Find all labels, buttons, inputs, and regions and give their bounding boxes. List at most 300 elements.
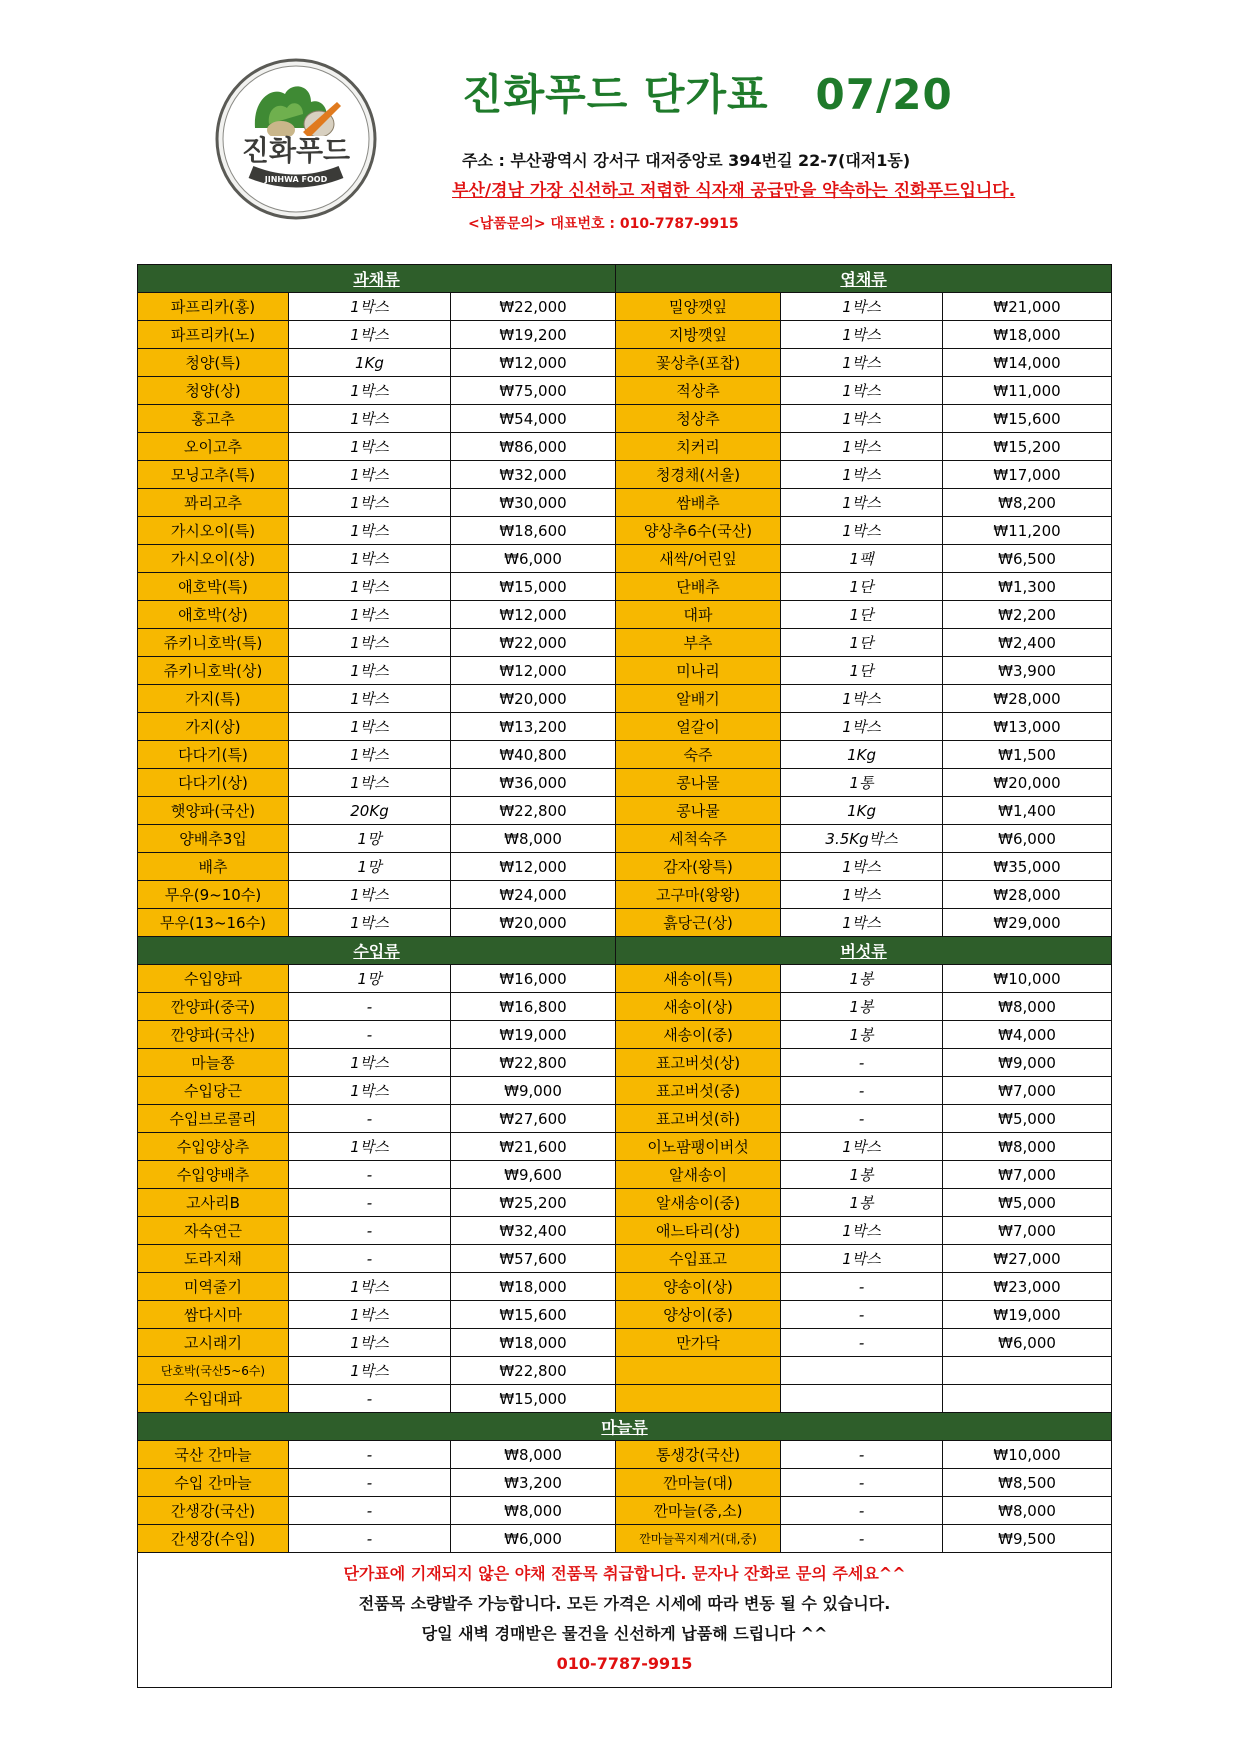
item-unit: -: [289, 1497, 451, 1525]
item-price: ₩9,000: [451, 1077, 616, 1105]
item-unit: 1박스: [781, 321, 943, 349]
table-row: [138, 349, 1112, 377]
item-unit: 1박스: [289, 629, 451, 657]
item-price: ₩27,000: [943, 1245, 1112, 1273]
item-unit: -: [781, 1049, 943, 1077]
item-name: 새싹/어린잎: [616, 545, 781, 573]
item-name: 청상추: [616, 405, 781, 433]
table-row: [138, 377, 1112, 405]
item-price: ₩8,000: [451, 1497, 616, 1525]
footer-notice: 단가표에 기재되지 않은 야채 전품목 취급합니다. 문자나 잔화로 문의 주세요^^: [343, 1564, 906, 1583]
table-row: [138, 1329, 1112, 1357]
item-unit: 1봉: [781, 965, 943, 993]
item-price: ₩86,000: [451, 433, 616, 461]
item-name: 치커리: [616, 433, 781, 461]
table-row: [138, 1049, 1112, 1077]
table-row: [138, 713, 1112, 741]
item-name: 적상추: [616, 377, 781, 405]
item-unit: 1박스: [289, 573, 451, 601]
item-unit: -: [289, 1021, 451, 1049]
item-unit: 1박스: [289, 1329, 451, 1357]
table-row: [138, 461, 1112, 489]
table-row: [138, 1469, 1112, 1497]
item-unit: 1박스: [781, 433, 943, 461]
table-row: [138, 321, 1112, 349]
item-price: ₩3,200: [451, 1469, 616, 1497]
item-name: 꽃상추(포찹): [616, 349, 781, 377]
item-name: 새송이(상): [616, 993, 781, 1021]
item-price: ₩19,000: [943, 1301, 1112, 1329]
item-name: 미역줄기: [138, 1273, 289, 1301]
item-price: ₩3,900: [943, 657, 1112, 685]
item-unit: -: [289, 1385, 451, 1413]
item-price: ₩7,000: [943, 1217, 1112, 1245]
table-row: [138, 797, 1112, 825]
company-slogan: 부산/경남 가장 신선하고 저렴한 식자재 공급만을 약속하는 진화푸드입니다.: [452, 181, 1016, 201]
order-contact: <납품문의> 대표번호 : 010-7787-9915: [468, 216, 739, 232]
table-row: [138, 1161, 1112, 1189]
footer-line-2: 전품목 소량발주 가능합니다. 모든 가격은 시세에 따라 변동 될 수 있습니다.: [358, 1594, 891, 1613]
item-unit: -: [289, 1189, 451, 1217]
item-unit: 1박스: [289, 1301, 451, 1329]
table-row: [138, 1189, 1112, 1217]
item-price: ₩13,200: [451, 713, 616, 741]
item-price: ₩17,000: [943, 461, 1112, 489]
item-unit: 1박스: [289, 1133, 451, 1161]
footer-phone: 010-7787-9915: [556, 1654, 693, 1673]
item-name: 알새송이: [616, 1161, 781, 1189]
table-row: [138, 629, 1112, 657]
table-row: [138, 1441, 1112, 1469]
item-unit: -: [289, 1105, 451, 1133]
item-name: 알배기: [616, 685, 781, 713]
item-unit: 1박스: [289, 1357, 451, 1385]
item-unit: 1Kg: [781, 797, 943, 825]
item-price: ₩7,000: [943, 1161, 1112, 1189]
item-price: ₩8,200: [943, 489, 1112, 517]
item-price: ₩40,800: [451, 741, 616, 769]
item-unit: -: [289, 1245, 451, 1273]
table-row: [138, 1105, 1112, 1133]
item-price: ₩8,500: [943, 1469, 1112, 1497]
table-row: [138, 489, 1112, 517]
item-price: ₩16,000: [451, 965, 616, 993]
item-price: ₩29,000: [943, 909, 1112, 937]
item-price: ₩14,000: [943, 349, 1112, 377]
item-name: 대파: [616, 601, 781, 629]
item-price: ₩19,200: [451, 321, 616, 349]
item-price: ₩5,000: [943, 1189, 1112, 1217]
item-name: 모닝고추(특): [138, 461, 289, 489]
item-unit: 1Kg: [289, 349, 451, 377]
item-name: 콩나물: [616, 797, 781, 825]
item-unit: 1박스: [781, 881, 943, 909]
item-price: ₩8,000: [943, 1133, 1112, 1161]
item-name: 표고버섯(중): [616, 1077, 781, 1105]
table-row: [138, 1385, 1112, 1413]
company-address: 주소 : 부산광역시 강서구 대저중앙로 394번길 22-7(대저1동): [462, 151, 911, 170]
item-unit: -: [289, 1161, 451, 1189]
item-name: 고구마(왕왕): [616, 881, 781, 909]
table-row: [138, 909, 1112, 937]
item-unit: -: [781, 1329, 943, 1357]
item-unit: -: [289, 1441, 451, 1469]
table-row: [138, 601, 1112, 629]
item-price: ₩22,000: [451, 293, 616, 321]
item-unit: 1박스: [781, 713, 943, 741]
item-name: 청경채(서울): [616, 461, 781, 489]
item-price: [943, 1385, 1112, 1413]
table-row: [138, 433, 1112, 461]
item-unit: -: [781, 1105, 943, 1133]
item-price: ₩18,000: [451, 1329, 616, 1357]
category-header-leafveg: 엽채류: [616, 265, 1112, 293]
item-name: 알새송이(중): [616, 1189, 781, 1217]
item-price: ₩1,400: [943, 797, 1112, 825]
item-price: ₩6,000: [451, 1525, 616, 1553]
item-unit: 1박스: [781, 377, 943, 405]
item-price: ₩6,000: [451, 545, 616, 573]
item-name: [616, 1385, 781, 1413]
item-unit: -: [781, 1441, 943, 1469]
item-name: 수입양파: [138, 965, 289, 993]
item-name: 양상추6수(국산): [616, 517, 781, 545]
item-name: 부추: [616, 629, 781, 657]
table-row: [138, 1273, 1112, 1301]
item-price: ₩8,000: [943, 993, 1112, 1021]
item-unit: 1박스: [781, 1133, 943, 1161]
table-row: [138, 881, 1112, 909]
item-unit: 20Kg: [289, 797, 451, 825]
table-row: [138, 405, 1112, 433]
item-unit: 1망: [289, 965, 451, 993]
table-row: [138, 1357, 1112, 1385]
item-price: ₩20,000: [943, 769, 1112, 797]
item-unit: 1박스: [781, 685, 943, 713]
item-unit: -: [781, 1469, 943, 1497]
item-unit: 1박스: [289, 1077, 451, 1105]
item-unit: 1박스: [289, 377, 451, 405]
item-price: ₩24,000: [451, 881, 616, 909]
item-name: 표고버섯(하): [616, 1105, 781, 1133]
item-price: ₩35,000: [943, 853, 1112, 881]
item-price: ₩12,000: [451, 349, 616, 377]
table-row: [138, 1301, 1112, 1329]
item-name: 가시오이(상): [138, 545, 289, 573]
item-unit: 1단: [781, 657, 943, 685]
item-price: [943, 1357, 1112, 1385]
item-price: ₩18,600: [451, 517, 616, 545]
item-unit: -: [289, 1525, 451, 1553]
item-name: 흙당근(상): [616, 909, 781, 937]
item-name: 배추: [138, 853, 289, 881]
item-unit: 1박스: [289, 1049, 451, 1077]
company-logo: [215, 58, 377, 220]
item-name: 양배추3입: [138, 825, 289, 853]
logo-subtext: JINHWA FOOD: [264, 175, 328, 184]
item-unit: 1봉: [781, 1189, 943, 1217]
item-unit: 1박스: [289, 489, 451, 517]
table-row: [138, 1245, 1112, 1273]
item-price: ₩18,000: [943, 321, 1112, 349]
item-name: 청양(특): [138, 349, 289, 377]
table-row: [138, 657, 1112, 685]
item-unit: 1단: [781, 601, 943, 629]
item-price: ₩10,000: [943, 965, 1112, 993]
item-unit: 1박스: [289, 293, 451, 321]
item-price: ₩2,400: [943, 629, 1112, 657]
table-row: [138, 1133, 1112, 1161]
item-price: ₩15,600: [451, 1301, 616, 1329]
item-name: 간생강(수입): [138, 1525, 289, 1553]
item-unit: 1박스: [781, 517, 943, 545]
table-row: [138, 1525, 1112, 1553]
item-unit: 1박스: [781, 405, 943, 433]
item-name: 수입브로콜리: [138, 1105, 289, 1133]
item-name: 파프리카(홍): [138, 293, 289, 321]
item-unit: 1박스: [289, 741, 451, 769]
item-price: ₩2,200: [943, 601, 1112, 629]
item-name: 세척숙주: [616, 825, 781, 853]
item-name: 단배추: [616, 573, 781, 601]
item-price: ₩5,000: [943, 1105, 1112, 1133]
item-unit: 1단: [781, 629, 943, 657]
item-unit: [781, 1357, 943, 1385]
table-row: [138, 825, 1112, 853]
item-name: 깐양파(국산): [138, 1021, 289, 1049]
item-price: ₩32,400: [451, 1217, 616, 1245]
item-price: ₩12,000: [451, 853, 616, 881]
item-price: ₩28,000: [943, 881, 1112, 909]
item-unit: 1팩: [781, 545, 943, 573]
item-price: ₩20,000: [451, 909, 616, 937]
item-name: 마늘쫑: [138, 1049, 289, 1077]
item-unit: 1박스: [289, 601, 451, 629]
table-row: [138, 573, 1112, 601]
item-price: ₩9,600: [451, 1161, 616, 1189]
item-unit: 1박스: [781, 1217, 943, 1245]
price-table: [137, 264, 1112, 1688]
table-row: [138, 1021, 1112, 1049]
item-unit: 1박스: [289, 713, 451, 741]
item-price: ₩57,600: [451, 1245, 616, 1273]
item-name: 단호박(국산5~6수): [138, 1357, 289, 1385]
item-price: ₩8,000: [451, 825, 616, 853]
table-row: [138, 545, 1112, 573]
item-price: ₩12,000: [451, 601, 616, 629]
item-unit: 1단: [781, 573, 943, 601]
item-price: ₩15,000: [451, 1385, 616, 1413]
item-name: 통생강(국산): [616, 1441, 781, 1469]
item-unit: 1박스: [289, 1273, 451, 1301]
item-price: ₩36,000: [451, 769, 616, 797]
item-unit: 1박스: [289, 321, 451, 349]
item-price: ₩7,000: [943, 1077, 1112, 1105]
item-name: 애호박(특): [138, 573, 289, 601]
item-price: ₩18,000: [451, 1273, 616, 1301]
item-price: ₩6,500: [943, 545, 1112, 573]
item-name: 꽈리고추: [138, 489, 289, 517]
item-name: 자숙연근: [138, 1217, 289, 1245]
item-price: ₩15,200: [943, 433, 1112, 461]
item-unit: 1박스: [289, 657, 451, 685]
item-name: 밀양깻잎: [616, 293, 781, 321]
item-price: ₩22,000: [451, 629, 616, 657]
item-name: 간생강(국산): [138, 1497, 289, 1525]
item-name: 쌈다시마: [138, 1301, 289, 1329]
item-unit: 1박스: [781, 1245, 943, 1273]
item-price: ₩1,300: [943, 573, 1112, 601]
item-unit: -: [781, 1273, 943, 1301]
item-name: 깐마늘(중,소): [616, 1497, 781, 1525]
item-name: 다다기(특): [138, 741, 289, 769]
item-name: 가지(상): [138, 713, 289, 741]
item-unit: 1박스: [781, 489, 943, 517]
item-name: 수입양상추: [138, 1133, 289, 1161]
item-price: ₩13,000: [943, 713, 1112, 741]
item-unit: 3.5Kg박스: [781, 825, 943, 853]
item-price: ₩15,600: [943, 405, 1112, 433]
category-header-mushroom: 버섯류: [616, 937, 1112, 965]
item-name: 도라지채: [138, 1245, 289, 1273]
item-unit: 1박스: [289, 433, 451, 461]
item-name: 이노팜팽이버섯: [616, 1133, 781, 1161]
item-name: 쥬키니호박(상): [138, 657, 289, 685]
item-unit: -: [781, 1301, 943, 1329]
item-price: ₩21,600: [451, 1133, 616, 1161]
table-row: [138, 293, 1112, 321]
item-price: ₩15,000: [451, 573, 616, 601]
item-price: ₩9,500: [943, 1525, 1112, 1553]
item-unit: 1박스: [781, 349, 943, 377]
item-price: ₩54,000: [451, 405, 616, 433]
item-name: 다다기(상): [138, 769, 289, 797]
item-unit: -: [289, 993, 451, 1021]
item-unit: 1봉: [781, 993, 943, 1021]
item-name: 고시래기: [138, 1329, 289, 1357]
item-price: ₩10,000: [943, 1441, 1112, 1469]
table-row: [138, 769, 1112, 797]
table-row: [138, 1217, 1112, 1245]
item-unit: 1박스: [781, 853, 943, 881]
item-name: 새송이(특): [616, 965, 781, 993]
item-price: ₩6,000: [943, 1329, 1112, 1357]
item-name: 깐마늘(대): [616, 1469, 781, 1497]
item-unit: -: [289, 1469, 451, 1497]
item-name: 깐양파(중국): [138, 993, 289, 1021]
item-price: ₩22,800: [451, 1049, 616, 1077]
item-unit: -: [781, 1077, 943, 1105]
category-header-fruitveg: 과채류: [138, 265, 616, 293]
item-price: ₩32,000: [451, 461, 616, 489]
item-name: 감자(왕특): [616, 853, 781, 881]
item-name: 만가닥: [616, 1329, 781, 1357]
item-name: 표고버섯(상): [616, 1049, 781, 1077]
item-name: 양송이(상): [616, 1273, 781, 1301]
item-unit: 1박스: [289, 769, 451, 797]
item-unit: -: [781, 1525, 943, 1553]
item-unit: 1Kg: [781, 741, 943, 769]
item-price: ₩28,000: [943, 685, 1112, 713]
item-unit: 1박스: [781, 909, 943, 937]
item-price: ₩12,000: [451, 657, 616, 685]
item-unit: 1박스: [781, 461, 943, 489]
item-name: 수입표고: [616, 1245, 781, 1273]
item-unit: 1박스: [289, 461, 451, 489]
item-price: ₩23,000: [943, 1273, 1112, 1301]
item-price: ₩21,000: [943, 293, 1112, 321]
item-price: ₩6,000: [943, 825, 1112, 853]
page-title: 진화푸드 단가표 07/20: [462, 70, 953, 119]
item-name: 쌈배추: [616, 489, 781, 517]
item-name: 수입대파: [138, 1385, 289, 1413]
item-name: 무우(13~16수): [138, 909, 289, 937]
item-name: 오이고추: [138, 433, 289, 461]
category-header-imported: 수입류: [138, 937, 616, 965]
table-row: [138, 685, 1112, 713]
item-name: 햇양파(국산): [138, 797, 289, 825]
item-name: 고사리B: [138, 1189, 289, 1217]
item-name: 미나리: [616, 657, 781, 685]
item-name: 깐마늘꼭지제거(대,중): [616, 1525, 781, 1553]
item-unit: 1박스: [781, 293, 943, 321]
item-unit: 1망: [289, 825, 451, 853]
table-row: [138, 993, 1112, 1021]
item-name: 콩나물: [616, 769, 781, 797]
item-unit: 1봉: [781, 1161, 943, 1189]
item-price: ₩27,600: [451, 1105, 616, 1133]
item-name: 지방깻잎: [616, 321, 781, 349]
item-name: 수입 간마늘: [138, 1469, 289, 1497]
item-unit: 1박스: [289, 545, 451, 573]
footer-notes: [138, 1553, 1112, 1688]
item-price: ₩8,000: [943, 1497, 1112, 1525]
item-price: ₩8,000: [451, 1441, 616, 1469]
item-price: ₩11,200: [943, 517, 1112, 545]
item-unit: -: [781, 1497, 943, 1525]
table-row: [138, 517, 1112, 545]
item-price: ₩4,000: [943, 1021, 1112, 1049]
category-header-garlic: 마늘류: [138, 1413, 1112, 1441]
table-row: [138, 1077, 1112, 1105]
item-name: 수입당근: [138, 1077, 289, 1105]
item-price: ₩16,800: [451, 993, 616, 1021]
item-name: 애호박(상): [138, 601, 289, 629]
item-name: 애느타리(상): [616, 1217, 781, 1245]
item-name: 파프리카(노): [138, 321, 289, 349]
item-name: 숙주: [616, 741, 781, 769]
item-unit: [781, 1385, 943, 1413]
table-row: [138, 741, 1112, 769]
item-name: 얼갈이: [616, 713, 781, 741]
item-unit: -: [289, 1217, 451, 1245]
table-row: [138, 1497, 1112, 1525]
item-price: ₩22,800: [451, 797, 616, 825]
item-name: 홍고추: [138, 405, 289, 433]
item-name: [616, 1357, 781, 1385]
item-price: ₩30,000: [451, 489, 616, 517]
footer-line-3: 당일 새벽 경매받은 물건을 신선하게 납품해 드립니다 ^^: [421, 1624, 828, 1643]
item-name: 국산 간마늘: [138, 1441, 289, 1469]
item-name: 양상이(중): [616, 1301, 781, 1329]
item-unit: 1박스: [289, 685, 451, 713]
item-price: ₩11,000: [943, 377, 1112, 405]
item-name: 가시오이(특): [138, 517, 289, 545]
item-unit: 1박스: [289, 909, 451, 937]
table-row: [138, 853, 1112, 881]
item-price: ₩25,200: [451, 1189, 616, 1217]
item-price: ₩20,000: [451, 685, 616, 713]
